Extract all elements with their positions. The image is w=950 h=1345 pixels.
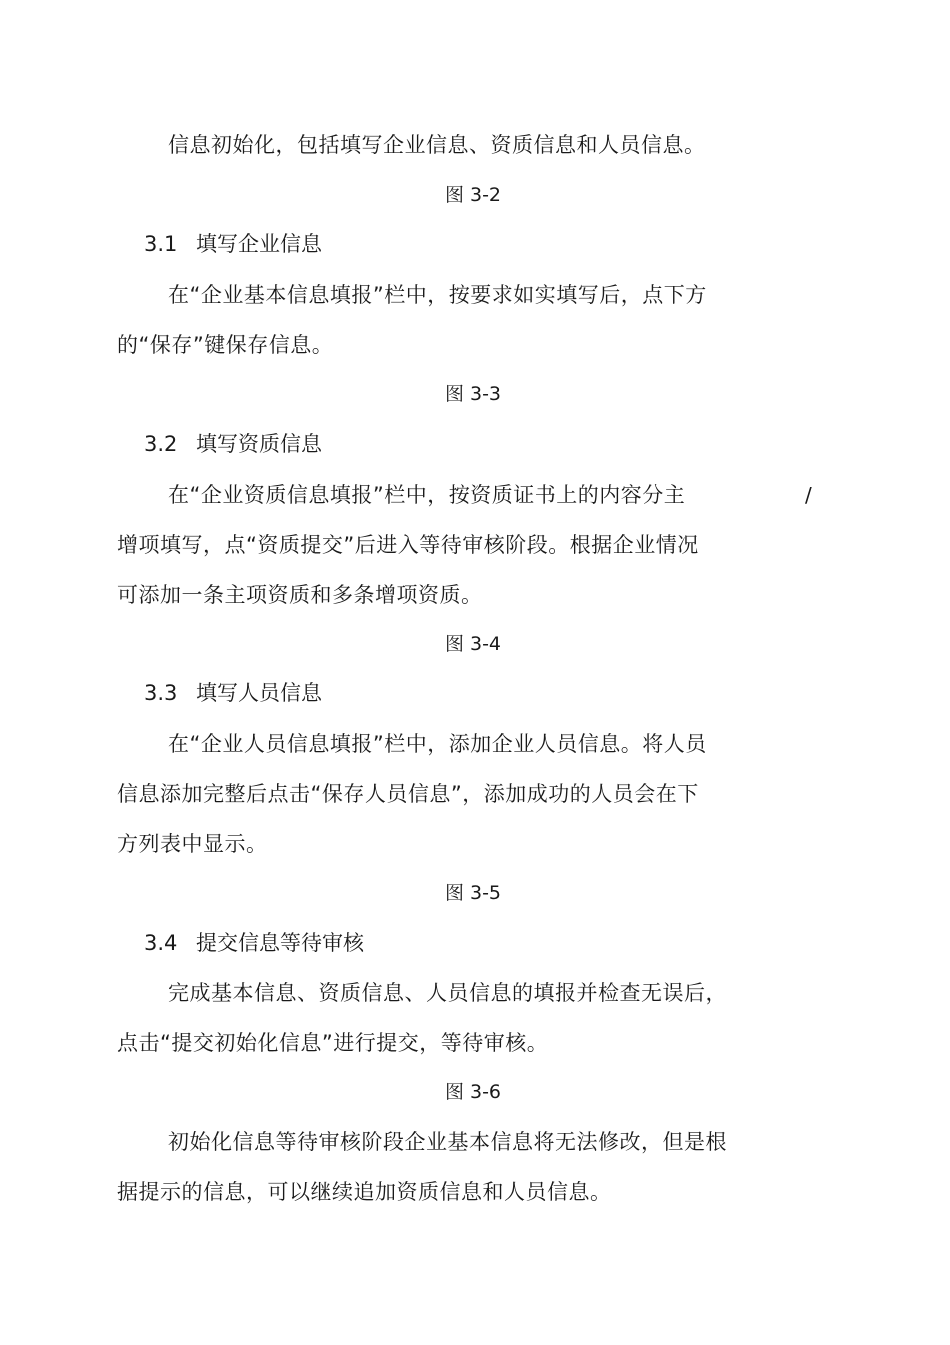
paragraph-line: 增项填写，点“资质提交”后进入等待审核阶段。根据企业情况 (117, 533, 699, 557)
figure-caption-3-6: 图 3-6 (444, 1081, 502, 1103)
figure-caption-3-4: 图 3-4 (444, 633, 502, 655)
section-number: 3.2 (144, 432, 178, 456)
section-heading-3-2 (144, 429, 322, 459)
paragraph-line: 点击“提交初始化信息”进行提交，等待审核。 (117, 1031, 549, 1055)
section-heading-3-4 (144, 928, 364, 958)
paragraph-line: 可添加一条主项资质和多条增项资质。 (117, 583, 483, 607)
section-number: 3.4 (144, 931, 178, 955)
section-number: 3.1 (144, 232, 178, 256)
section-heading-3-3 (144, 678, 322, 708)
intro-paragraph: 信息初始化，包括填写企业信息、资质信息和人员信息。 (168, 133, 706, 157)
section-title: 填写资质信息 (196, 432, 322, 456)
section-heading-3-1 (144, 229, 322, 259)
paragraph-line: 在“企业人员信息填报”栏中，添加企业人员信息。将人员 (168, 732, 707, 756)
paragraph-line: 在“企业基本信息填报”栏中，按要求如实填写后，点下方 (168, 283, 707, 307)
section-title: 填写人员信息 (196, 681, 322, 705)
slash-mark: / (805, 483, 812, 507)
paragraph-line: 完成基本信息、资质信息、人员信息的填报并检查无误后， (168, 981, 727, 1005)
section-number: 3.3 (144, 681, 178, 705)
closing-paragraph-line: 据提示的信息，可以继续追加资质信息和人员信息。 (117, 1180, 612, 1204)
figure-caption-3-2: 图 3-2 (444, 184, 502, 206)
paragraph-line: 在“企业资质信息填报”栏中，按资质证书上的内容分主 (168, 483, 686, 507)
figure-caption-3-3: 图 3-3 (444, 383, 502, 405)
closing-paragraph-line: 初始化信息等待审核阶段企业基本信息将无法修改，但是根 (168, 1130, 727, 1154)
section-title: 填写企业信息 (196, 232, 322, 256)
figure-caption-3-5: 图 3-5 (444, 882, 502, 904)
paragraph-line: 的“保存”键保存信息。 (117, 333, 334, 357)
section-title: 提交信息等待审核 (196, 931, 364, 955)
paragraph-line: 信息添加完整后点击“保存人员信息”，添加成功的人员会在下 (117, 782, 699, 806)
paragraph-line: 方列表中显示。 (117, 832, 268, 856)
